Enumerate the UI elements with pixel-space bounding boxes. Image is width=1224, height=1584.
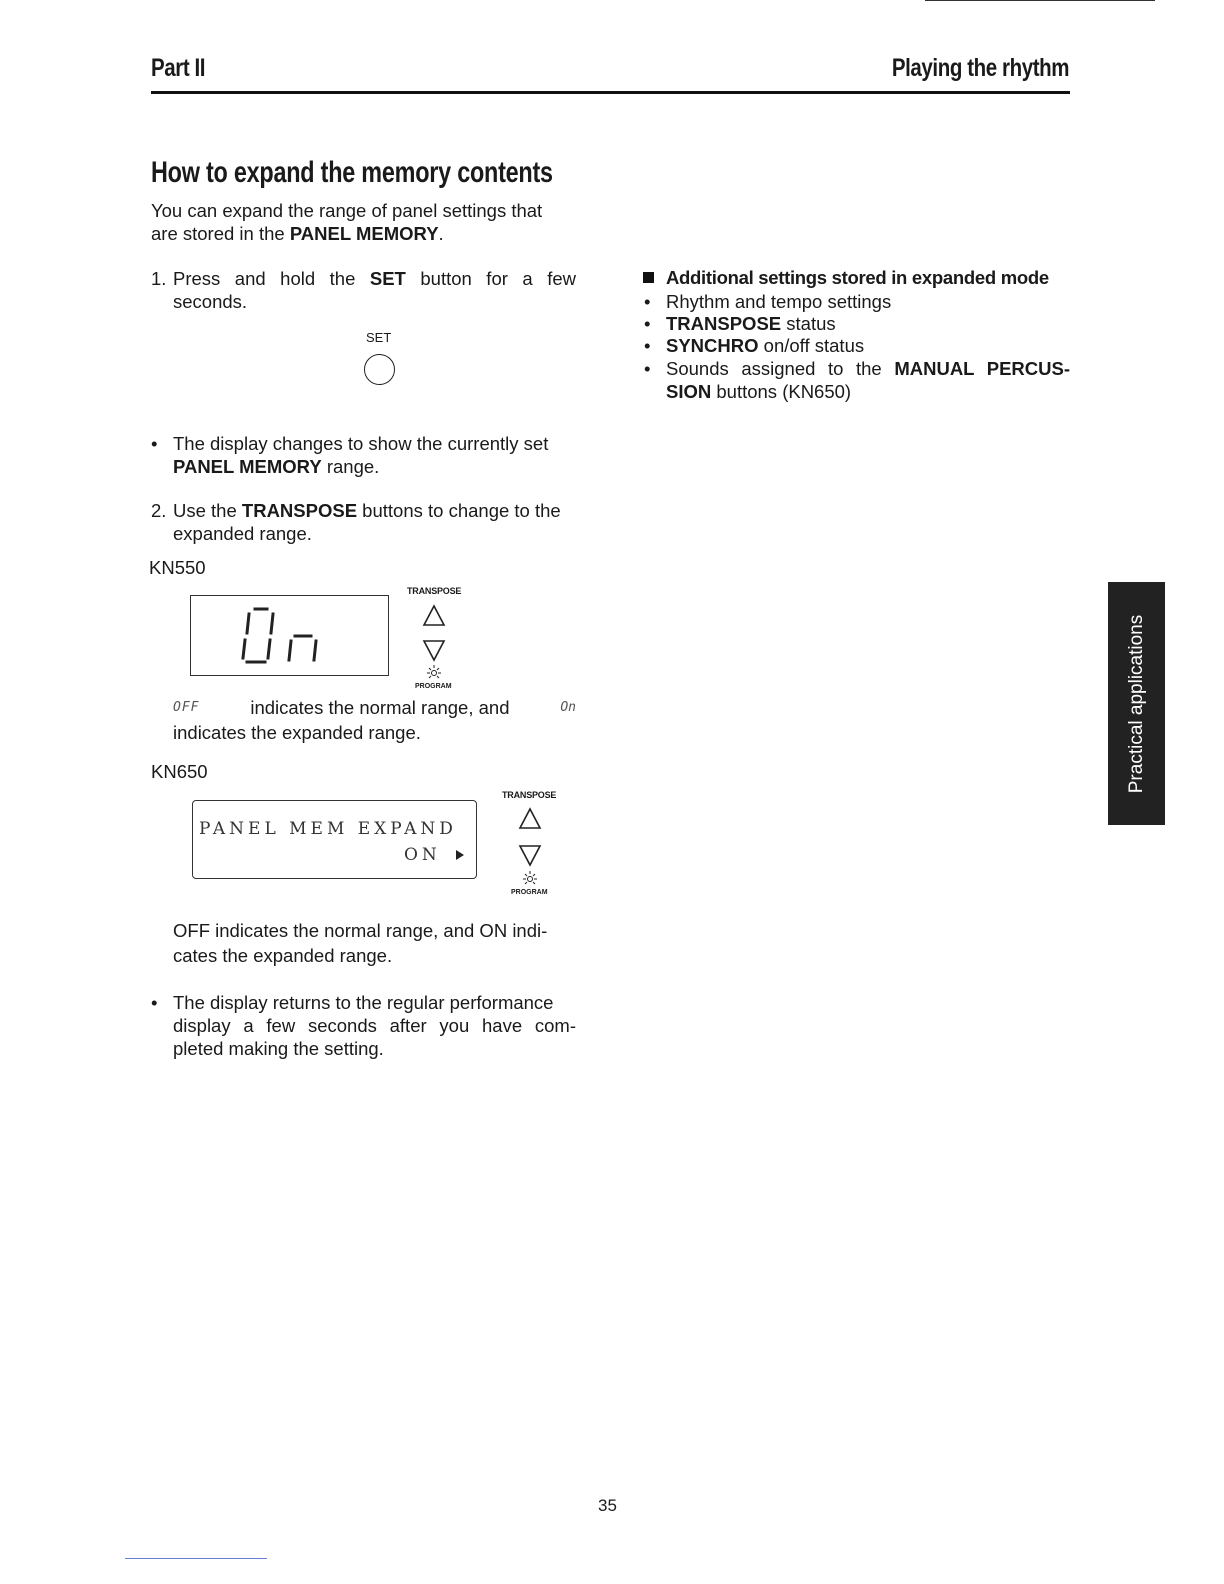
side-tab[interactable]	[1108, 582, 1165, 825]
additional-item-4-bold-2: SION	[666, 381, 712, 402]
kn550-display	[190, 595, 389, 676]
kn650-caption-line-2: cates the expanded range.	[173, 945, 393, 966]
additional-item-4-dot: •	[644, 358, 651, 379]
additional-item-4-bold-1: MANUAL PERCUS-	[894, 358, 1070, 379]
side-tab-label: Practical applications	[1125, 614, 1147, 793]
step-1-suffix: button for a few	[405, 268, 576, 289]
additional-square-bullet-icon	[643, 272, 654, 283]
kn650-display-line-1: PANEL MEM EXPAND	[199, 819, 457, 839]
bullet-2-dot: •	[151, 992, 158, 1013]
kn650-program-lamp-icon	[521, 870, 539, 886]
bullet-2-line-2: display a few seconds after you have com-	[173, 1015, 576, 1036]
additional-item-3	[666, 334, 864, 357]
additional-item-1	[666, 290, 891, 313]
bullet-2-line-1: The display returns to the regular performance	[173, 992, 554, 1013]
kn650-model-label: KN650	[151, 761, 208, 782]
kn550-caption-on: On	[560, 700, 576, 715]
kn650-caption-line-1: OFF indicates the normal range, and ON indi-	[173, 920, 548, 941]
kn550-program-label: PROGRAM	[415, 683, 452, 690]
kn550-program-lamp-icon	[425, 664, 443, 680]
set-button-icon[interactable]	[364, 354, 395, 385]
additional-item-4-text: Sounds assigned to the	[666, 358, 895, 379]
kn650-transpose-label: TRANSPOSE	[502, 790, 557, 800]
bullet-1-dot: •	[151, 433, 158, 454]
kn550-caption-off: OFF	[173, 700, 200, 715]
kn650-transpose-down-icon[interactable]	[518, 843, 542, 867]
step-1-number: 1.	[151, 268, 167, 289]
kn550-caption-line-1	[173, 696, 576, 719]
additional-item-4-line-2	[666, 380, 851, 403]
additional-item-4-suffix: buttons (KN650)	[711, 381, 852, 402]
step-2-suffix: buttons to change to the	[357, 500, 561, 521]
additional-item-2	[666, 312, 836, 335]
top-edge-line	[925, 0, 1155, 1]
bullet-1-suffix: range.	[321, 456, 380, 477]
additional-item-4-line-1	[666, 357, 1070, 380]
page-number: 35	[598, 1496, 617, 1515]
kn650-transpose-up-icon[interactable]	[518, 807, 542, 831]
step-1-line-2: seconds.	[173, 291, 248, 312]
part-label: Part II	[151, 54, 206, 82]
bottom-edge-line	[125, 1558, 267, 1559]
step-2-line-2: expanded range.	[173, 523, 312, 544]
intro-line-1: You can expand the range of panel settings that	[151, 200, 543, 221]
bullet-1-line-2	[173, 455, 379, 478]
kn550-caption-mid: indicates the normal range, and	[250, 697, 510, 718]
additional-item-1-text: Rhythm and tempo settings	[666, 291, 892, 312]
kn550-caption-line-2: indicates the expanded range.	[173, 722, 421, 743]
step-1-bold: SET	[369, 268, 406, 289]
set-button-label: SET	[366, 330, 392, 345]
kn550-transpose-down-icon[interactable]	[422, 638, 446, 662]
kn550-transpose-label: TRANSPOSE	[407, 586, 462, 596]
bullet-1-bold: PANEL MEMORY	[173, 456, 322, 477]
kn650-display	[192, 800, 477, 879]
page-title: How to expand the memory contents	[151, 156, 553, 189]
additional-item-2-text: status	[781, 313, 836, 334]
bullet-1-line-1: The display changes to show the currently set	[173, 433, 549, 454]
intro-bold: PANEL MEMORY	[289, 223, 439, 244]
bullet-2-line-3: pleted making the setting.	[173, 1038, 384, 1059]
intro-text: are stored in the	[151, 223, 290, 244]
step-2-bold: TRANSPOSE	[241, 500, 358, 521]
additional-item-3-bold: SYNCHRO	[666, 335, 759, 356]
kn550-seven-segment-on	[191, 596, 388, 675]
intro-line-2	[151, 222, 591, 245]
step-1-text: Press and hold the	[173, 268, 370, 289]
additional-item-3-dot: •	[644, 335, 651, 356]
kn650-display-line-2: ON	[404, 845, 441, 865]
additional-heading: Additional settings stored in expanded mode	[666, 267, 1049, 288]
step-2-text: Use the	[173, 500, 242, 521]
intro-period: .	[438, 223, 444, 244]
step-1-line-1	[173, 267, 576, 290]
additional-item-2-dot: •	[644, 313, 651, 334]
kn550-transpose-up-icon[interactable]	[422, 604, 446, 628]
additional-item-1-dot: •	[644, 291, 651, 312]
step-2-line-1	[173, 499, 561, 522]
header-rule	[151, 91, 1070, 94]
step-2-number: 2.	[151, 500, 167, 521]
intro-paragraph	[151, 199, 591, 245]
section-label: Playing the rhythm	[891, 54, 1069, 82]
kn650-display-arrow-icon	[455, 849, 465, 861]
kn550-model-label: KN550	[149, 557, 206, 578]
additional-item-2-bold: TRANSPOSE	[666, 313, 782, 334]
kn650-program-label: PROGRAM	[511, 889, 548, 896]
additional-item-3-text: on/off status	[758, 335, 865, 356]
